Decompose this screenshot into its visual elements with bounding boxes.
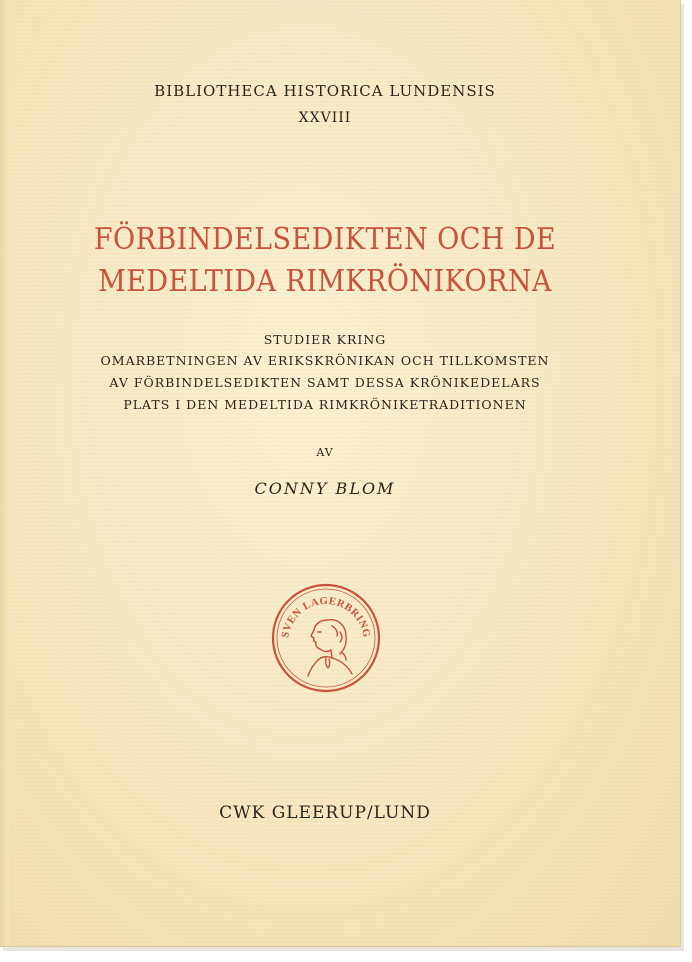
seal-text: SVEN LAGERBRING: [280, 595, 372, 639]
sven-lagerbring-seal-icon: [270, 582, 382, 694]
volume-number: XXVIII: [298, 110, 352, 126]
subtitle-line-4: PLATS I DEN MEDELTIDA RIMKRÖNIKETRADITIONEN: [123, 397, 527, 412]
title-line-1: FÖRBINDELSEDIKTEN OCH DE: [93, 222, 557, 257]
svg-text:SVEN LAGERBRING: [280, 596, 372, 639]
publisher-name: CWK GLEERUP/LUND: [219, 803, 431, 823]
series-name: BIBLIOTHECA HISTORICA LUNDENSIS: [154, 82, 496, 100]
title-line-2: MEDELTIDA RIMKRÖNIKORNA: [98, 264, 552, 299]
subtitle-line-3: AV FÖRBINDELSEDIKTEN SAMT DESSA KRÖNIKEDELARS: [109, 375, 541, 390]
by-label: AV: [316, 446, 334, 459]
subtitle-line-1: STUDIER KRING: [263, 332, 387, 347]
author-name: CONNY BLOM: [254, 479, 396, 498]
subtitle-line-2: OMARBETNINGEN AV ERIKSKRÖNIKAN OCH TILLKOMSTEN: [100, 353, 550, 368]
